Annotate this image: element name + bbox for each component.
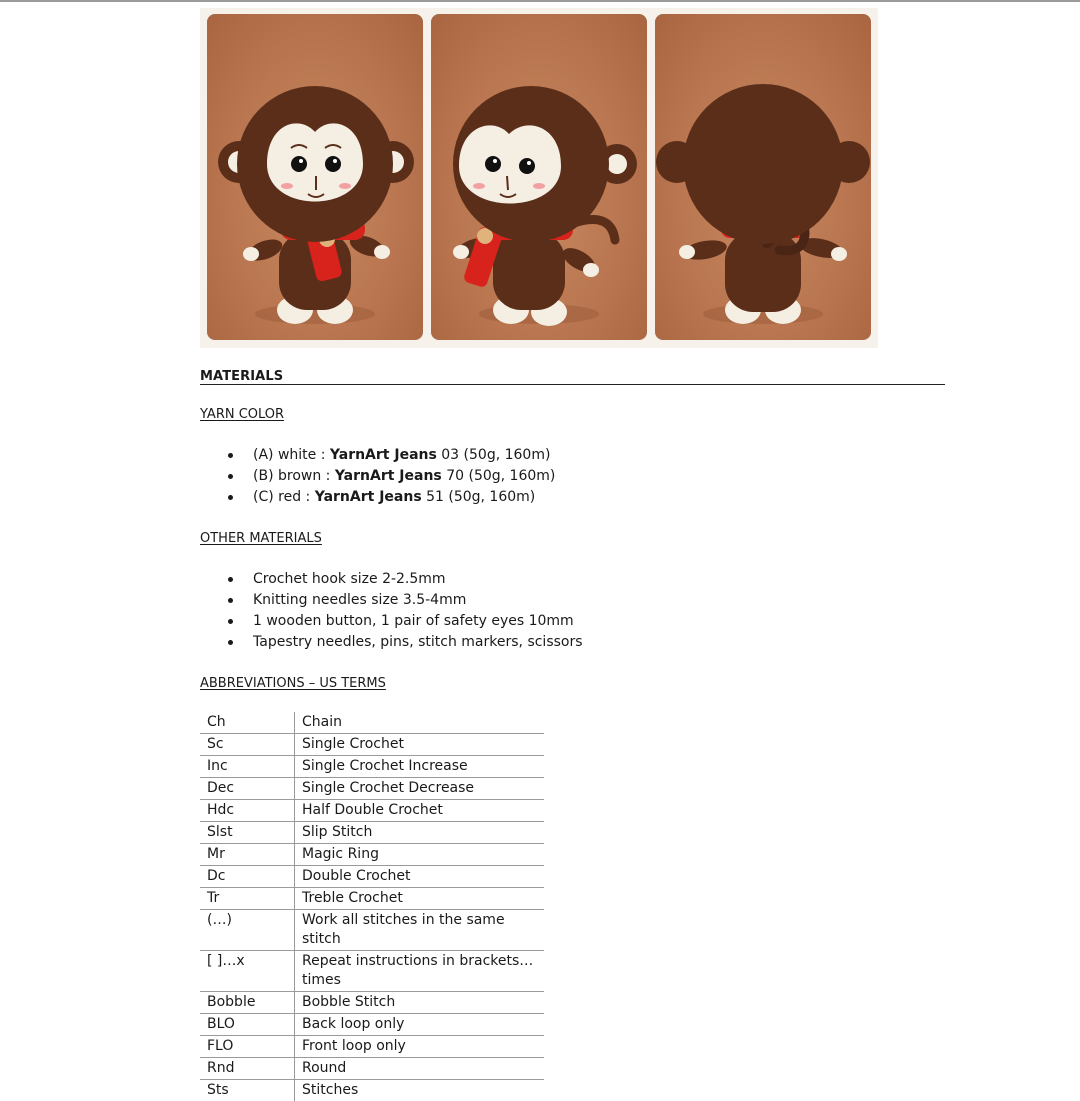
- meaning-cell: Double Crochet: [295, 866, 545, 888]
- abbr-cell: (…): [200, 910, 295, 951]
- meaning-cell: Stitches: [295, 1080, 545, 1101]
- table-row: [200, 712, 544, 734]
- abbr-cell: Sts: [200, 1080, 295, 1101]
- abbr-cell: Sc: [200, 734, 295, 756]
- abbr-cell: Ch: [200, 712, 295, 734]
- table-row: [200, 734, 544, 756]
- abbr-cell: [ ]…x: [200, 951, 295, 992]
- other-materials-list: [200, 569, 583, 653]
- materials-divider: [200, 384, 945, 385]
- meaning-cell: Repeat instructions in brackets…times: [295, 951, 545, 992]
- monkey-photo-front: [207, 14, 423, 340]
- meaning-cell: Slip Stitch: [295, 822, 545, 844]
- abbr-cell: Tr: [200, 888, 295, 910]
- meaning-cell: Single Crochet Decrease: [295, 778, 545, 800]
- monkey-photo-back: [655, 14, 871, 340]
- table-row: [200, 866, 544, 888]
- yarn-label: (B) brown :: [253, 468, 335, 484]
- list-item: [200, 466, 555, 487]
- meaning-cell: Treble Crochet: [295, 888, 545, 910]
- abbr-cell: Bobble: [200, 992, 295, 1014]
- abbr-cell: Rnd: [200, 1058, 295, 1080]
- table-row: [200, 756, 544, 778]
- meaning-cell: Front loop only: [295, 1036, 545, 1058]
- abbr-cell: Slst: [200, 822, 295, 844]
- meaning-cell: Bobble Stitch: [295, 992, 545, 1014]
- table-row: [200, 1080, 544, 1101]
- monkey-front-illustration: [207, 14, 423, 340]
- yarn-spec: 51 (50g, 160m): [422, 489, 536, 505]
- table-row: [200, 844, 544, 866]
- list-item: 1 wooden button, 1 pair of safety eyes 10mm: [200, 611, 583, 632]
- meaning-cell: Back loop only: [295, 1014, 545, 1036]
- abbr-cell: BLO: [200, 1014, 295, 1036]
- yarn-color-list: [200, 445, 555, 508]
- meaning-cell: Work all stitches in the same stitch: [295, 910, 545, 951]
- yarn-spec: 70 (50g, 160m): [442, 468, 556, 484]
- table-row: [200, 822, 544, 844]
- abbr-cell: Dc: [200, 866, 295, 888]
- monkey-photo-three-quarter: [431, 14, 647, 340]
- list-item: Knitting needles size 3.5-4mm: [200, 590, 583, 611]
- meaning-cell: Chain: [295, 712, 545, 734]
- list-item: [200, 445, 555, 466]
- monkey-back-illustration: [655, 14, 871, 340]
- abbr-cell: FLO: [200, 1036, 295, 1058]
- table-row: [200, 992, 544, 1014]
- table-row: [200, 1036, 544, 1058]
- table-row: [200, 951, 544, 992]
- yarn-brand: YarnArt Jeans: [330, 447, 437, 463]
- meaning-cell: Single Crochet Increase: [295, 756, 545, 778]
- other-materials-heading: OTHER MATERIALS: [200, 531, 322, 546]
- table-row: [200, 1014, 544, 1036]
- yarn-brand: YarnArt Jeans: [315, 489, 422, 505]
- table-row: [200, 800, 544, 822]
- yarn-brand: YarnArt Jeans: [335, 468, 442, 484]
- monkey-side-illustration: [431, 14, 647, 340]
- product-photos: [200, 8, 878, 348]
- abbr-cell: Mr: [200, 844, 295, 866]
- table-row: [200, 778, 544, 800]
- meaning-cell: Round: [295, 1058, 545, 1080]
- abbreviations-heading: ABBREVIATIONS – US TERMS: [200, 676, 386, 691]
- yarn-label: (A) white :: [253, 447, 330, 463]
- table-row: [200, 1058, 544, 1080]
- list-item: Crochet hook size 2-2.5mm: [200, 569, 583, 590]
- meaning-cell: Single Crochet: [295, 734, 545, 756]
- materials-heading: MATERIALS: [200, 369, 283, 384]
- meaning-cell: Half Double Crochet: [295, 800, 545, 822]
- abbreviations-table: [200, 712, 544, 1101]
- abbr-cell: Hdc: [200, 800, 295, 822]
- yarn-color-heading: YARN COLOR: [200, 407, 284, 422]
- top-divider: [0, 0, 1080, 2]
- table-row: [200, 910, 544, 951]
- yarn-spec: 03 (50g, 160m): [437, 447, 551, 463]
- list-item: [200, 487, 555, 508]
- abbr-cell: Inc: [200, 756, 295, 778]
- abbr-cell: Dec: [200, 778, 295, 800]
- meaning-cell: Magic Ring: [295, 844, 545, 866]
- list-item: Tapestry needles, pins, stitch markers, scissors: [200, 632, 583, 653]
- table-row: [200, 888, 544, 910]
- yarn-label: (C) red :: [253, 489, 315, 505]
